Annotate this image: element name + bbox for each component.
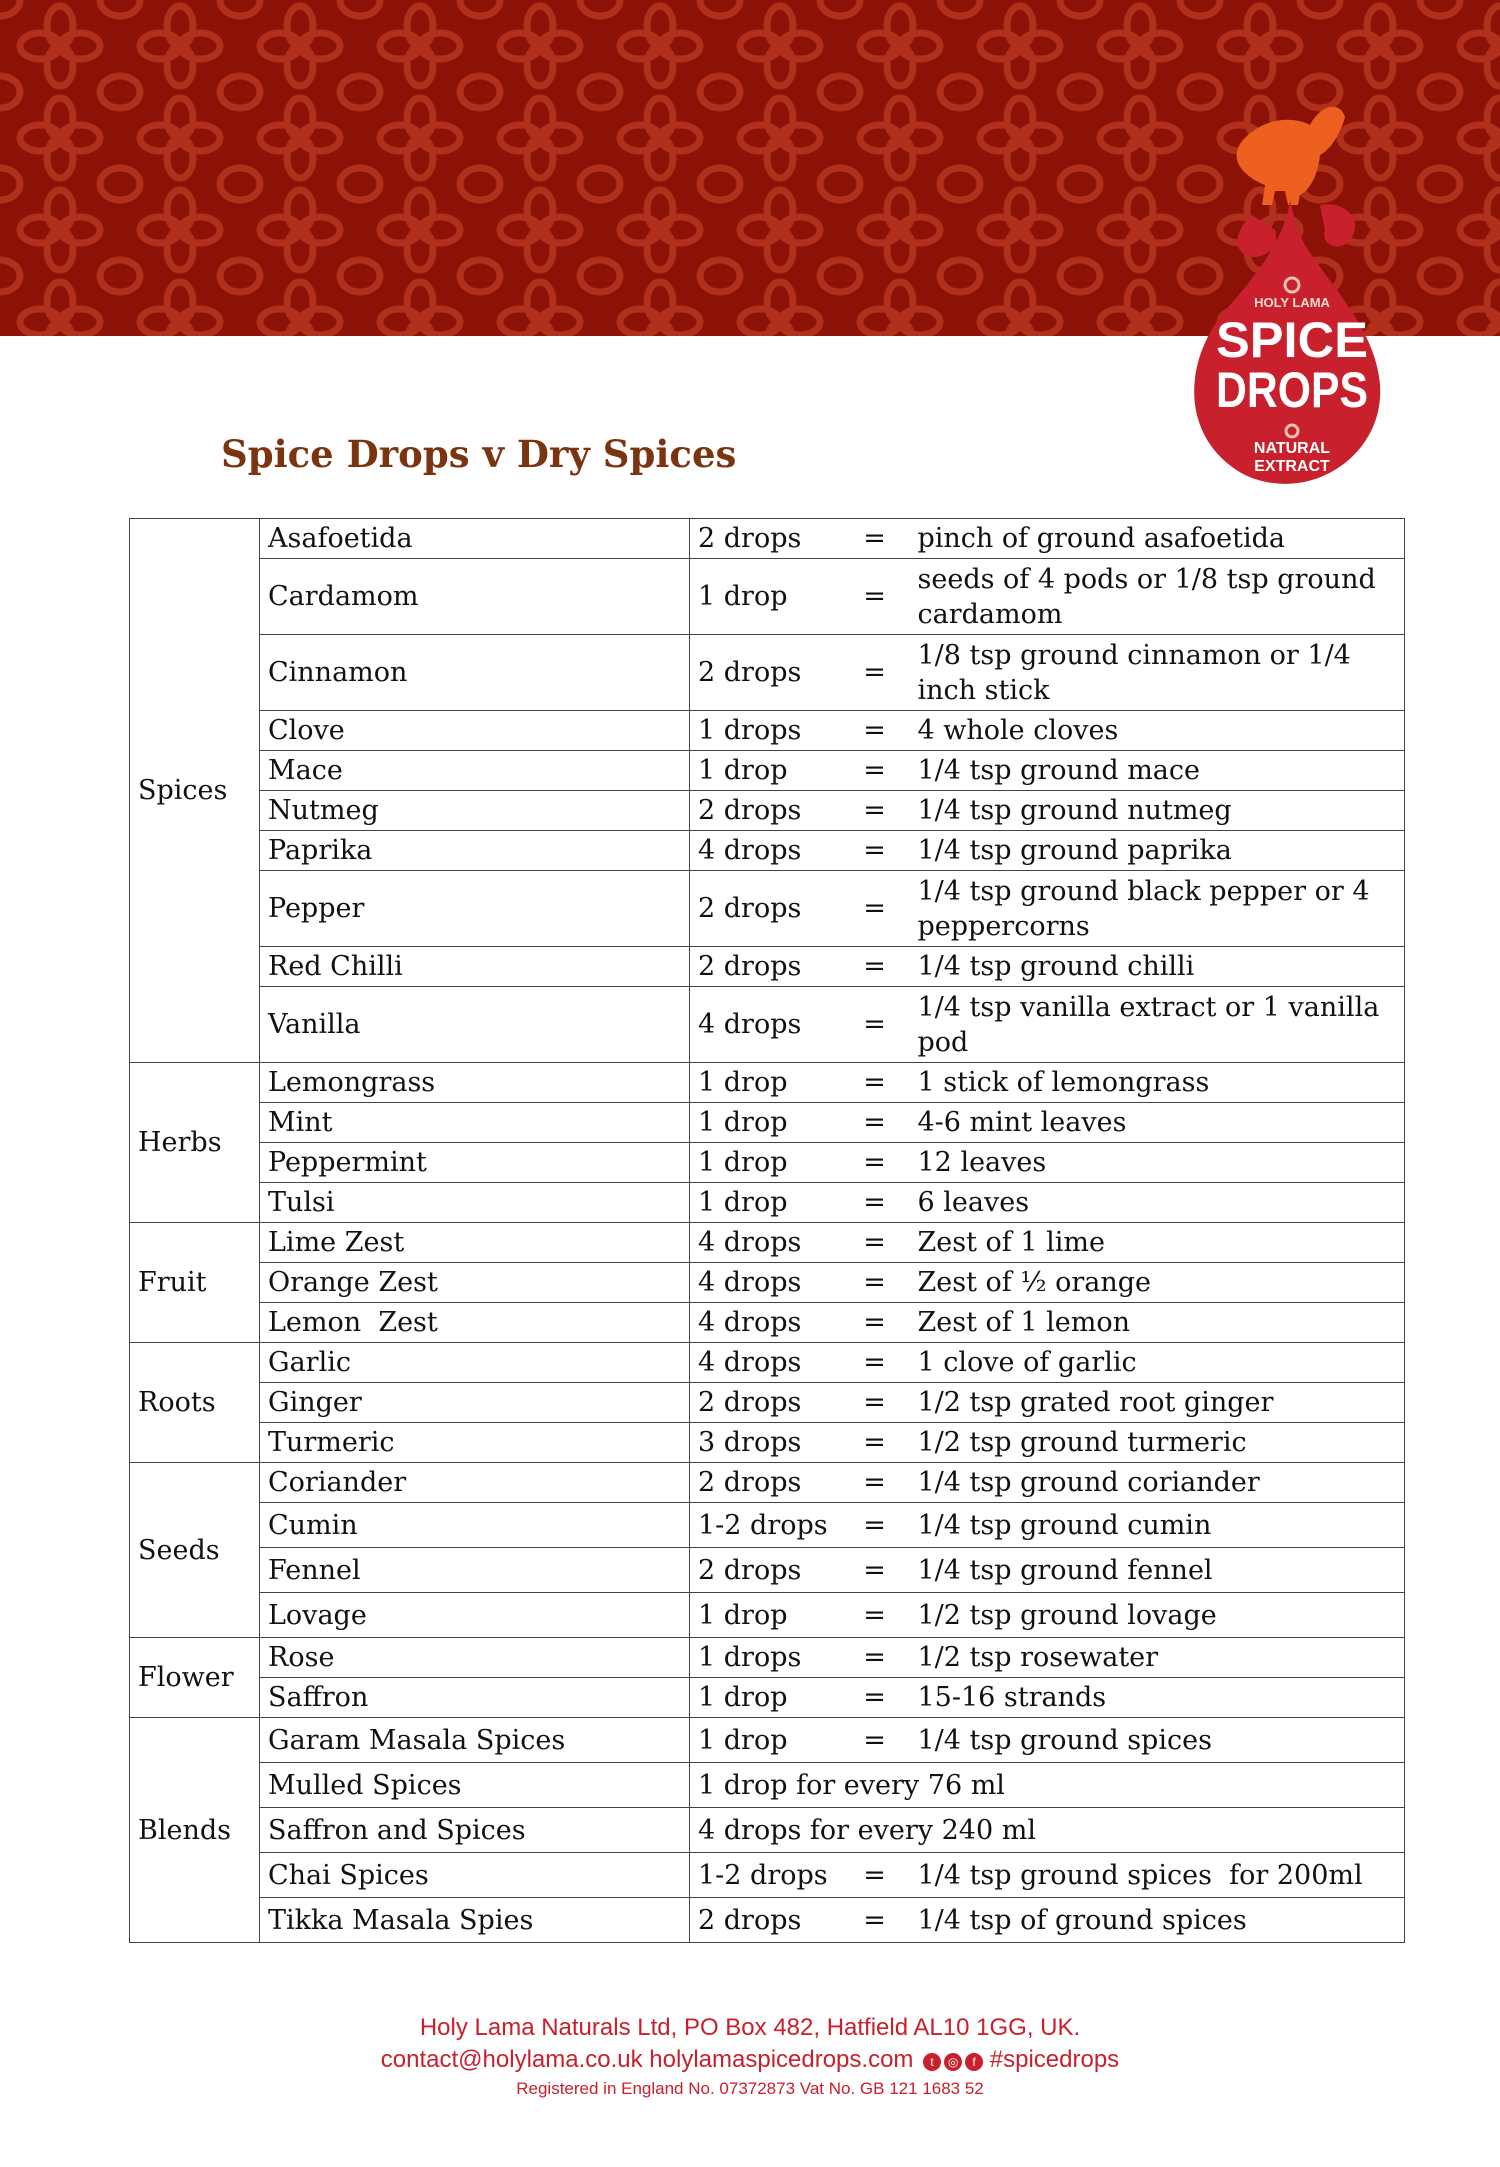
equivalent-cell: 1/4 tsp ground nutmeg bbox=[910, 791, 1405, 831]
footer bbox=[0, 2012, 1500, 2102]
spice-name-cell: Cinnamon bbox=[260, 635, 690, 711]
drops-cell: 2 drops bbox=[690, 1383, 840, 1423]
spice-conversion-table bbox=[129, 518, 1405, 1943]
spice-name-cell: Mint bbox=[260, 1103, 690, 1143]
category-cell: Herbs bbox=[130, 1063, 260, 1223]
drops-cell: 2 drops bbox=[690, 791, 840, 831]
equals-cell: = bbox=[840, 987, 910, 1063]
equals-cell: = bbox=[840, 1463, 910, 1503]
table-row bbox=[130, 1718, 1405, 1763]
spice-name-cell: Cardamom bbox=[260, 559, 690, 635]
equals-cell: = bbox=[840, 1103, 910, 1143]
spice-name-cell: Saffron and Spices bbox=[260, 1808, 690, 1853]
table-row bbox=[130, 1808, 1405, 1853]
equals-cell: = bbox=[840, 1678, 910, 1718]
spice-name-cell: Clove bbox=[260, 711, 690, 751]
equals-cell: = bbox=[840, 1423, 910, 1463]
equals-cell: = bbox=[840, 791, 910, 831]
equivalent-cell: pinch of ground asafoetida bbox=[910, 519, 1405, 559]
table-row bbox=[130, 1593, 1405, 1638]
footer-contact bbox=[0, 2044, 1500, 2076]
equals-cell: = bbox=[840, 831, 910, 871]
table-row bbox=[130, 1638, 1405, 1678]
equals-cell: = bbox=[840, 519, 910, 559]
spice-name-cell: Rose bbox=[260, 1638, 690, 1678]
equivalent-cell: 1/4 tsp ground spices for 200ml bbox=[910, 1853, 1405, 1898]
ratio-cell: 1 drop for every 76 ml bbox=[690, 1763, 1405, 1808]
equivalent-cell: 4-6 mint leaves bbox=[910, 1103, 1405, 1143]
spice-name-cell: Asafoetida bbox=[260, 519, 690, 559]
spice-name-cell: Lovage bbox=[260, 1593, 690, 1638]
equals-cell: = bbox=[840, 635, 910, 711]
table-row bbox=[130, 1063, 1405, 1103]
equivalent-cell: Zest of 1 lime bbox=[910, 1223, 1405, 1263]
footer-hashtag: #spicedrops bbox=[989, 2046, 1120, 2073]
drops-cell: 4 drops bbox=[690, 1303, 840, 1343]
drops-cell: 1 drop bbox=[690, 1183, 840, 1223]
spice-name-cell: Mulled Spices bbox=[260, 1763, 690, 1808]
spice-name-cell: Paprika bbox=[260, 831, 690, 871]
spice-name-cell: Tikka Masala Spies bbox=[260, 1898, 690, 1943]
category-cell: Flower bbox=[130, 1638, 260, 1718]
equals-cell: = bbox=[840, 1183, 910, 1223]
logo-line-extract: EXTRACT bbox=[1254, 458, 1330, 475]
spice-name-cell: Saffron bbox=[260, 1678, 690, 1718]
equivalent-cell: 1/2 tsp grated root ginger bbox=[910, 1383, 1405, 1423]
table-row bbox=[130, 871, 1405, 947]
logo-line-drops: DROPS bbox=[1216, 362, 1368, 418]
spice-name-cell: Peppermint bbox=[260, 1143, 690, 1183]
equals-cell: = bbox=[840, 1638, 910, 1678]
table-row bbox=[130, 987, 1405, 1063]
equivalent-cell: 1/4 tsp ground coriander bbox=[910, 1463, 1405, 1503]
spice-name-cell: Orange Zest bbox=[260, 1263, 690, 1303]
table-row bbox=[130, 559, 1405, 635]
equals-cell: = bbox=[840, 1898, 910, 1943]
spice-name-cell: Tulsi bbox=[260, 1183, 690, 1223]
spice-name-cell: Mace bbox=[260, 751, 690, 791]
equivalent-cell: 15-16 strands bbox=[910, 1678, 1405, 1718]
table-row bbox=[130, 1678, 1405, 1718]
drops-cell: 2 drops bbox=[690, 519, 840, 559]
drops-cell: 1 drop bbox=[690, 1593, 840, 1638]
table-row bbox=[130, 1103, 1405, 1143]
equals-cell: = bbox=[840, 871, 910, 947]
table-row bbox=[130, 1183, 1405, 1223]
equivalent-cell: 1/2 tsp ground lovage bbox=[910, 1593, 1405, 1638]
equivalent-cell: 1/4 tsp ground paprika bbox=[910, 831, 1405, 871]
equals-cell: = bbox=[840, 1503, 910, 1548]
spice-name-cell: Garlic bbox=[260, 1343, 690, 1383]
table-row bbox=[130, 947, 1405, 987]
drops-cell: 4 drops bbox=[690, 1263, 840, 1303]
ratio-cell: 4 drops for every 240 ml bbox=[690, 1808, 1405, 1853]
equivalent-cell: 1/4 tsp ground black pepper or 4 peppercorns bbox=[910, 871, 1405, 947]
equivalent-cell: seeds of 4 pods or 1/8 tsp ground cardamom bbox=[910, 559, 1405, 635]
spice-name-cell: Turmeric bbox=[260, 1423, 690, 1463]
footer-website[interactable]: holylamaspicedrops.com bbox=[649, 2046, 914, 2073]
equivalent-cell: 1/4 tsp ground spices bbox=[910, 1718, 1405, 1763]
equals-cell: = bbox=[840, 1143, 910, 1183]
spice-name-cell: Lemon Zest bbox=[260, 1303, 690, 1343]
spice-name-cell: Cumin bbox=[260, 1503, 690, 1548]
equals-cell: = bbox=[840, 1303, 910, 1343]
table-row bbox=[130, 1423, 1405, 1463]
drops-cell: 4 drops bbox=[690, 831, 840, 871]
page-title: Spice Drops v Dry Spices bbox=[221, 432, 737, 476]
table-row bbox=[130, 1383, 1405, 1423]
equals-cell: = bbox=[840, 1263, 910, 1303]
equivalent-cell: 1/4 tsp ground mace bbox=[910, 751, 1405, 791]
equivalent-cell: 1/2 tsp rosewater bbox=[910, 1638, 1405, 1678]
spice-name-cell: Lemongrass bbox=[260, 1063, 690, 1103]
drops-cell: 1-2 drops bbox=[690, 1503, 840, 1548]
drops-cell: 4 drops bbox=[690, 987, 840, 1063]
twitter-icon[interactable]: t bbox=[923, 2053, 941, 2071]
drops-cell: 1 drop bbox=[690, 1143, 840, 1183]
drops-cell: 1-2 drops bbox=[690, 1853, 840, 1898]
drops-cell: 2 drops bbox=[690, 635, 840, 711]
spice-name-cell: Coriander bbox=[260, 1463, 690, 1503]
logo-brand-top: HOLY LAMA bbox=[1254, 295, 1330, 310]
category-cell: Spices bbox=[130, 519, 260, 1063]
table-row bbox=[130, 1263, 1405, 1303]
drops-cell: 1 drop bbox=[690, 751, 840, 791]
spice-table-body bbox=[130, 519, 1405, 1943]
spice-name-cell: Nutmeg bbox=[260, 791, 690, 831]
table-row bbox=[130, 1303, 1405, 1343]
equals-cell: = bbox=[840, 1383, 910, 1423]
drops-cell: 4 drops bbox=[690, 1343, 840, 1383]
logo-line-natural: NATURAL bbox=[1253, 440, 1331, 457]
equals-cell: = bbox=[840, 711, 910, 751]
table-row bbox=[130, 635, 1405, 711]
equals-cell: = bbox=[840, 947, 910, 987]
equivalent-cell: 1/4 tsp ground cumin bbox=[910, 1503, 1405, 1548]
table-row bbox=[130, 1503, 1405, 1548]
table-row bbox=[130, 1898, 1405, 1943]
logo-line-spice: SPICE bbox=[1216, 312, 1368, 368]
equivalent-cell: 1 stick of lemongrass bbox=[910, 1063, 1405, 1103]
category-cell: Blends bbox=[130, 1718, 260, 1943]
spice-name-cell: Chai Spices bbox=[260, 1853, 690, 1898]
equals-cell: = bbox=[840, 1593, 910, 1638]
equals-cell: = bbox=[840, 559, 910, 635]
equals-cell: = bbox=[840, 1063, 910, 1103]
table-row bbox=[130, 519, 1405, 559]
equals-cell: = bbox=[840, 1718, 910, 1763]
equivalent-cell: 1/2 tsp ground turmeric bbox=[910, 1423, 1405, 1463]
drops-cell: 1 drop bbox=[690, 559, 840, 635]
table-row bbox=[130, 831, 1405, 871]
drops-cell: 2 drops bbox=[690, 1548, 840, 1593]
footer-address: Holy Lama Naturals Ltd, PO Box 482, Hatfield AL10 1GG, UK. bbox=[419, 2014, 1081, 2041]
category-cell: Roots bbox=[130, 1343, 260, 1463]
spice-name-cell: Lime Zest bbox=[260, 1223, 690, 1263]
equivalent-cell: 1 clove of garlic bbox=[910, 1343, 1405, 1383]
drops-cell: 1 drop bbox=[690, 1678, 840, 1718]
drops-cell: 2 drops bbox=[690, 1898, 840, 1943]
equals-cell: = bbox=[840, 1223, 910, 1263]
equals-cell: = bbox=[840, 751, 910, 791]
drops-cell: 2 drops bbox=[690, 1463, 840, 1503]
equivalent-cell: 6 leaves bbox=[910, 1183, 1405, 1223]
table-row bbox=[130, 711, 1405, 751]
equals-cell: = bbox=[840, 1548, 910, 1593]
equivalent-cell: Zest of 1 lemon bbox=[910, 1303, 1405, 1343]
table-row bbox=[130, 791, 1405, 831]
spice-name-cell: Red Chilli bbox=[260, 947, 690, 987]
equivalent-cell: 12 leaves bbox=[910, 1143, 1405, 1183]
table-row bbox=[130, 751, 1405, 791]
category-cell: Fruit bbox=[130, 1223, 260, 1343]
spice-name-cell: Ginger bbox=[260, 1383, 690, 1423]
equivalent-cell: 1/4 tsp of ground spices bbox=[910, 1898, 1405, 1943]
equivalent-cell: 1/4 tsp vanilla extract or 1 vanilla pod bbox=[910, 987, 1405, 1063]
facebook-icon[interactable]: f bbox=[965, 2053, 983, 2071]
equals-cell: = bbox=[840, 1853, 910, 1898]
footer-registration: Registered in England No. 07372873 Vat No. GB 121 1683 52 bbox=[516, 2079, 984, 2098]
drops-cell: 2 drops bbox=[690, 871, 840, 947]
instagram-icon[interactable]: ◎ bbox=[944, 2053, 962, 2071]
spice-name-cell: Pepper bbox=[260, 871, 690, 947]
footer-email[interactable]: contact@holylama.co.uk bbox=[380, 2046, 643, 2073]
table-row bbox=[130, 1463, 1405, 1503]
spice-name-cell: Fennel bbox=[260, 1548, 690, 1593]
table-row bbox=[130, 1548, 1405, 1593]
equivalent-cell: 1/4 tsp ground chilli bbox=[910, 947, 1405, 987]
table-row bbox=[130, 1143, 1405, 1183]
table-row bbox=[130, 1853, 1405, 1898]
drops-cell: 1 drops bbox=[690, 711, 840, 751]
drops-cell: 1 drop bbox=[690, 1063, 840, 1103]
drops-cell: 1 drop bbox=[690, 1103, 840, 1143]
drops-cell: 1 drops bbox=[690, 1638, 840, 1678]
table-row bbox=[130, 1343, 1405, 1383]
equivalent-cell: 1/4 tsp ground fennel bbox=[910, 1548, 1405, 1593]
equals-cell: = bbox=[840, 1343, 910, 1383]
category-cell: Seeds bbox=[130, 1463, 260, 1638]
drops-cell: 3 drops bbox=[690, 1423, 840, 1463]
spice-name-cell: Garam Masala Spices bbox=[260, 1718, 690, 1763]
drops-cell: 1 drop bbox=[690, 1718, 840, 1763]
equivalent-cell: 4 whole cloves bbox=[910, 711, 1405, 751]
equivalent-cell: 1/8 tsp ground cinnamon or 1/4 inch stick bbox=[910, 635, 1405, 711]
table-row bbox=[130, 1223, 1405, 1263]
elephant-drop-icon bbox=[1170, 95, 1410, 495]
equivalent-cell: Zest of ½ orange bbox=[910, 1263, 1405, 1303]
spice-name-cell: Vanilla bbox=[260, 987, 690, 1063]
spice-drops-logo bbox=[1170, 95, 1410, 495]
table-row bbox=[130, 1763, 1405, 1808]
drops-cell: 4 drops bbox=[690, 1223, 840, 1263]
drops-cell: 2 drops bbox=[690, 947, 840, 987]
